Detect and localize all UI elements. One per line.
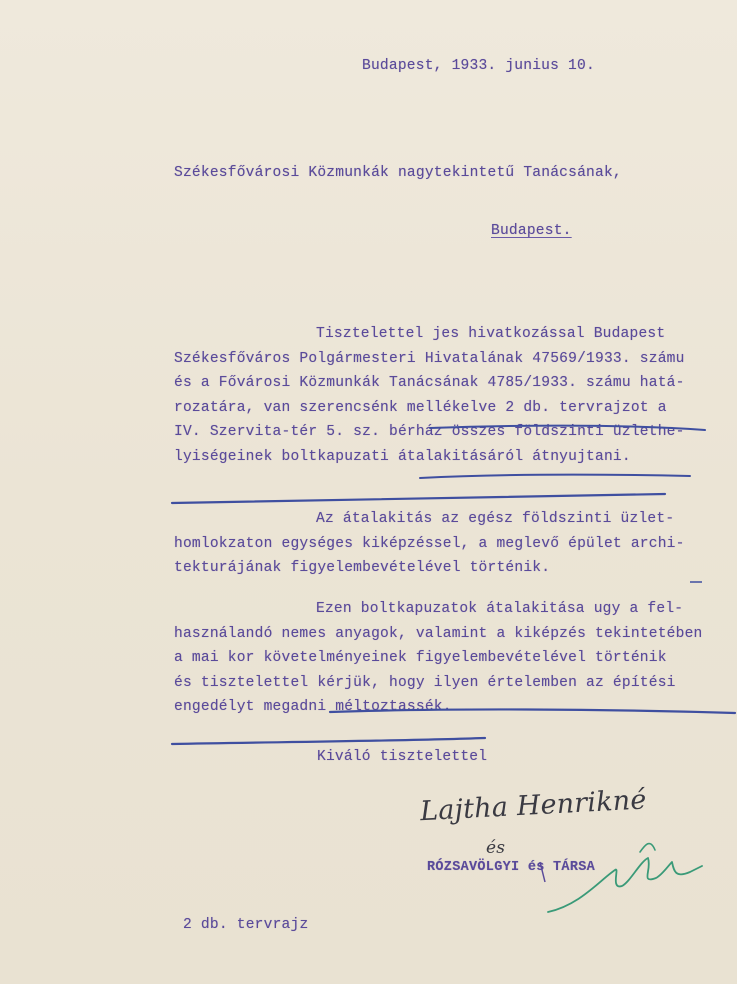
- underline-mark: [172, 738, 485, 744]
- text-line: IV. Szervita-tér 5. sz. bérház összes földszinti üzlethe-: [174, 424, 685, 440]
- text-line: Ezen boltkapuzatok átalakitása ugy a fel-: [316, 601, 684, 617]
- letter-addressee: Székesfővárosi Közmunkák nagytekintetű Tanácsának,: [174, 165, 622, 181]
- text-line: lyiségeinek boltkapuzati átalakitásáról átnyujtani.: [174, 448, 631, 465]
- text-line: tekturájának figyelembevételével történik.: [174, 560, 551, 576]
- underline-mark: [430, 426, 705, 430]
- underline-mark: [420, 475, 690, 478]
- company-stamp: RÓZSAVÖLGYI és TÁRSA: [427, 860, 596, 875]
- text-line: rozatára, van szerencsénk mellékelve 2 db. tervrajzot a: [174, 399, 667, 416]
- underline-mark: [330, 709, 735, 713]
- text-line: Az átalakitás az egész földszinti üzlet-: [316, 511, 675, 527]
- text-line: és a Fővárosi Közmunkák Tanácsának 4785/1933. számu hatá-: [174, 375, 685, 391]
- text-line: és tisztelettel kérjük, hogy ilyen értelemben az építési: [174, 674, 676, 691]
- letter-city: Budapest.: [491, 223, 572, 239]
- text-line: Székesfőváros Polgármesteri Hivatalának 47569/1933. számu: [174, 350, 685, 367]
- text-line: használandó nemes anyagok, valamint a kiképzés tekintetében: [174, 625, 703, 642]
- underline-mark: [172, 494, 665, 503]
- signature-lajtha: Lajtha Henrikné: [419, 784, 648, 828]
- text-line: a mai kor követelményeinek figyelembevételével történik: [174, 650, 667, 666]
- text-line: Tisztelettel jes hivatkozással Budapest: [316, 326, 666, 342]
- margin-mark: [540, 862, 545, 882]
- green-signature: [640, 844, 655, 852]
- letter-date: Budapest, 1933. junius 10.: [362, 58, 595, 74]
- closing-phrase: Kiváló tisztelettel: [317, 749, 488, 765]
- signature-conjunction: és: [486, 838, 506, 858]
- enclosure-note: 2 db. tervrajz: [183, 917, 309, 933]
- green-signature: [548, 858, 702, 912]
- text-line: engedélyt megadni méltoztassék.: [174, 699, 452, 715]
- text-line: homlokzaton egységes kiképzéssel, a meglevő épület archi-: [174, 535, 685, 552]
